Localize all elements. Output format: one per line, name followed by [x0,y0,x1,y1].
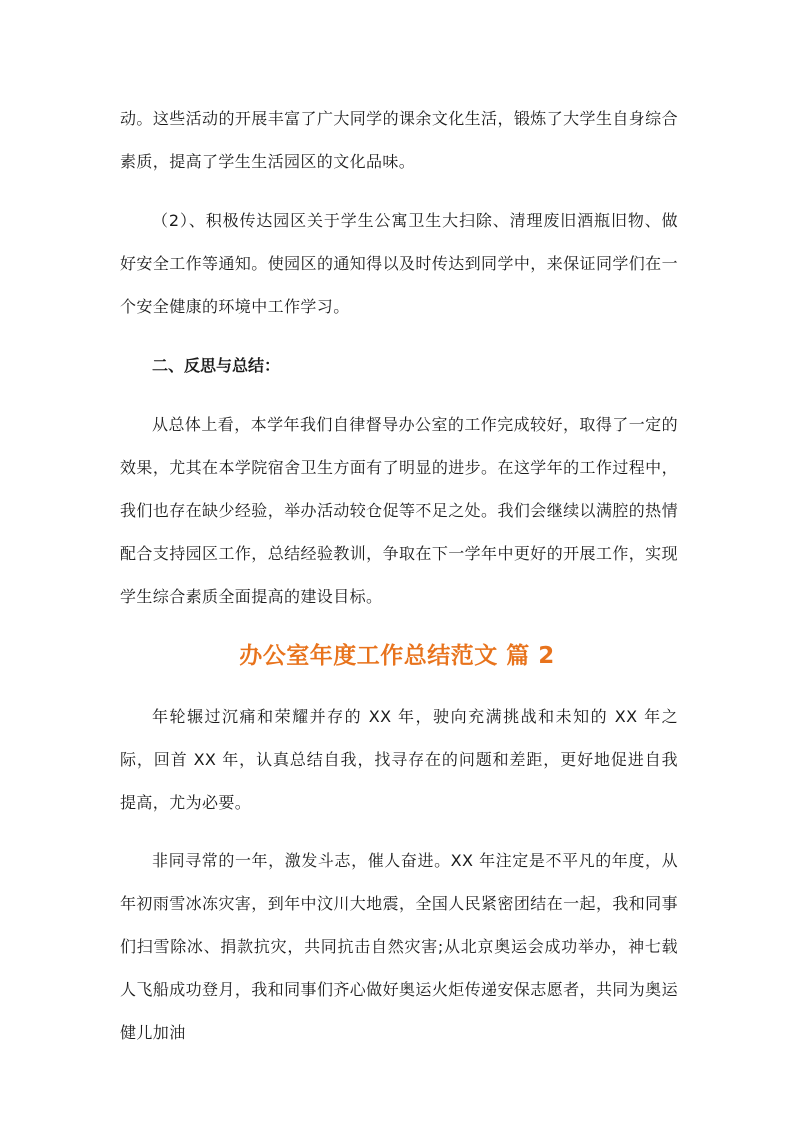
section-title: 办公室年度工作总结范文 篇 2 [239,643,555,669]
paragraph-notice-transmission: （2）、积极传达园区关于学生公寓卫生大扫除、清理废旧酒瓶旧物、做好安全工作等通知。使园区的通知得以及时传达到同学中，来保证同学们在一个安全健康的环境中工作学习。 [120,211,678,316]
paragraph-extraordinary-year: 非同寻常的一年，激发斗志，催人奋进。XX 年注定是不平凡的年度，从年初雨雪冰冻灾害，到年中汶川大地震，全国人民紧密团结在一起，我和同事们扫雪除冰、捐款抗灾，共同抗击自然灾害;从北京奥运会成功举办，神七载人飞船成功登月，我和同事们齐心做好奥运火炬传递安保志愿者，共同为奥运健儿加油 [120,851,678,1042]
paragraph-year-review: 年轮辗过沉痛和荣耀并存的 XX 年，驶向充满挑战和未知的 XX 年之际，回首 XX 年，认真总结自我，找寻存在的问题和差距，更好地促进自我提高，尤为必要。 [120,707,678,812]
section-heading-reflection: 二、反思与总结： [152,356,281,375]
paragraph-summary: 从总体上看，本学年我们自律督导办公室的工作完成较好，取得了一定的效果，尤其在本学院宿舍卫生方面有了明显的进步。在这学年的工作过程中，我们也存在缺少经验，举办活动较仓促等不足之处。我们会继续以满腔的热情配合支持园区工作，总结经验教训，争取在下一学年中更好的开展工作，实现学生综合素质全面提高的建设目标。 [120,415,678,606]
paragraph-activities-continued: 动。这些活动的开展丰富了广大同学的课余文化生活，锻炼了大学生自身综合素质，提高了学生生活园区的文化品味。 [120,109,678,171]
